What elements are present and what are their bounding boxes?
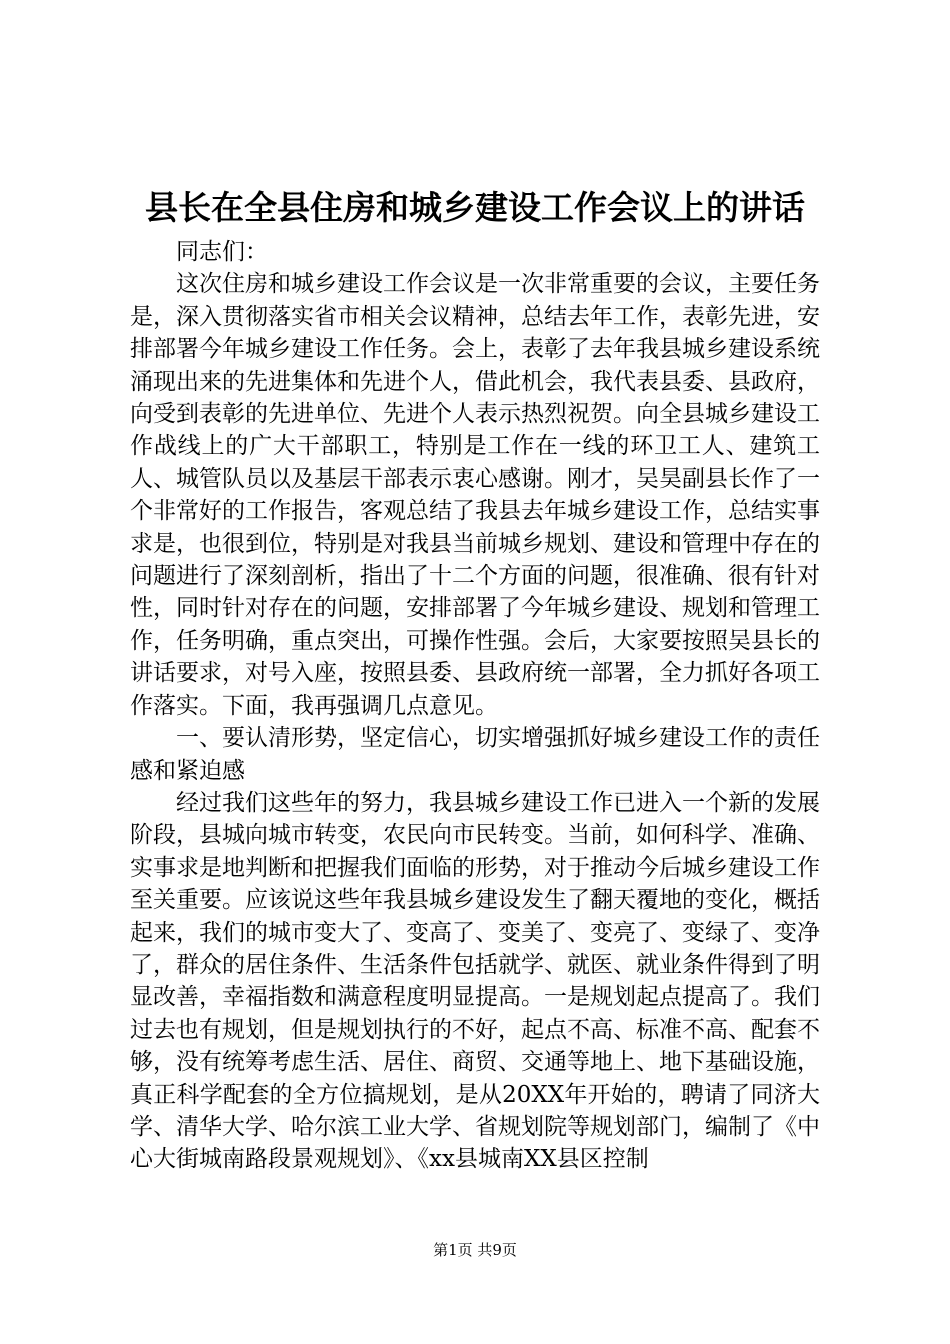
section-heading-1: 一、要认清形势，坚定信心，切实增强抓好城乡建设工作的责任感和紧迫感 (130, 725, 820, 784)
document-body (130, 236, 820, 1176)
page-number-footer: 第1页 共9页 (433, 1241, 517, 1259)
paragraph-intro: 这次住房和城乡建设工作会议是一次非常重要的会议，主要任务是，深入贯彻落实省市相关会议精神，总结去年工作，表彰先进，安排部署今年城乡建设工作任务。会上，表彰了去年我县城乡建设系统涌现出来的先进集体和先进个人，借此机会，我代表县委、县政府，向受到表彰的先进单位、先进个人表示热烈祝贺。向全县城乡建设工作战线上的广大干部职工，特别是工作在一线的环卫工人、建筑工人、城管队员以及基层干部表示衷心感谢。刚才，吴昊副县长作了一个非常好的工作报告，客观总结了我县去年城乡建设工作，总结实事求是，也很到位，特别是对我县当前城乡规划、建设和管理中存在的问题进行了深刻剖析，指出了十二个方面的问题，很准确、很有针对性，同时针对存在的问题，安排部署了今年城乡建设、规划和管理工作，任务明确，重点突出，可操作性强。会后，大家要按照吴县长的讲话要求，对号入座，按照县委、县政府统一部署，全力抓好各项工作落实。下面，我再强调几点意见。 (130, 271, 820, 719)
salutation: 同志们： (176, 239, 268, 265)
document-title: 县长在全县住房和城乡建设工作会议上的讲话 (145, 188, 805, 227)
paragraph-section-1: 经过我们这些年的努力，我县城乡建设工作已进入一个新的发展阶段，县城向城市转变，农民向市民转变。当前，如何科学、准确、实事求是地判断和把握我们面临的形势，对于推动今后城乡建设工作至关重要。应该说这些年我县城乡建设发生了翻天覆地的变化，概括起来，我们的城市变大了、变高了、变美了、变亮了、变绿了、变净了，群众的居住条件、生活条件包括就学、就医、就业条件得到了明显改善，幸福指数和满意程度明显提高。一是规划起点提高了。我们过去也有规划，但是规划执行的不好，起点不高、标准不高、配套不够，没有统筹考虑生活、居住、商贸、交通等地上、地下基础设施，真正科学配套的全方位搞规划，是从20XX年开始的，聘请了同济大学、清华大学、哈尔滨工业大学、省规划院等规划部门，编制了《中心大街城南路段景观规划》、《xx县城南XX县区控制 (130, 789, 820, 1173)
